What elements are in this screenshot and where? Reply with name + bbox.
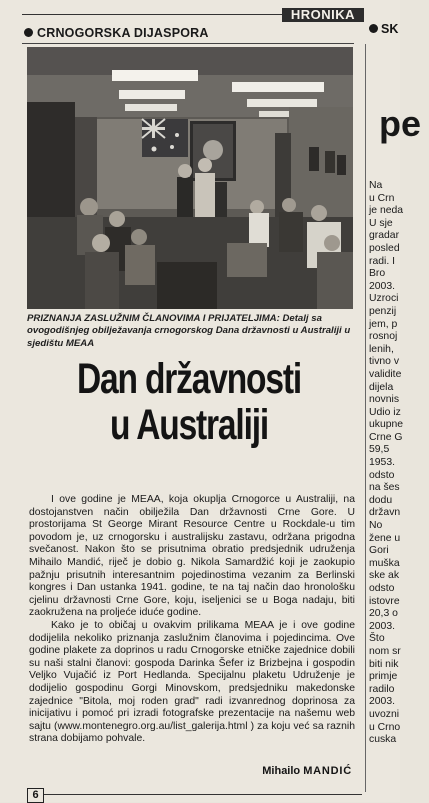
title-line-2: u Australiji [109, 401, 269, 449]
adjacent-line: nom sr [369, 645, 401, 657]
adjacent-line: Bro [369, 268, 386, 280]
header-rule [22, 14, 282, 15]
paragraph-2: Kako je to običaj u ovakvim prilikama MEAA je i ove godine dodijelila nekoliko priznanja zaslužnim članovima i pojedincima. Ove godine plakete za doprinos u radu Crnogorske etničke zajednice dobili su naši stalni članovi: gospoda Darinka Šefer iz Brizbejna i gospodin Veljko Vujačić iz Port Hedlanda. Specijalnu plaketu Udruženje je dodijelio gospodinu Gorgi Minovskom, predsjedniku makedonske zajednice "Bitola, moj roden grad" radi izvanrednog doprinosa za inicijativu i pomoć pri izradi fotografske prezentacije na našemu web sajtu (www.montenegro.org.au/list_galerija.html ) za koju već sa raznih strana dobijamo pohvale. [29, 619, 355, 745]
bullet-icon [24, 28, 33, 37]
adjacent-line: državn [369, 507, 401, 519]
adjacent-line: dijela [369, 381, 394, 393]
adjacent-line: 59,5 [369, 444, 390, 456]
adjacent-line: rosnoj [369, 331, 398, 343]
adjacent-line: 20,3 o [369, 608, 398, 620]
article-title [24, 356, 354, 448]
adjacent-line: 1953. [369, 457, 396, 469]
adjacent-line: gradar [369, 230, 400, 242]
adjacent-line: Gori [369, 545, 389, 557]
author-byline [262, 765, 352, 777]
adjacent-line: primje [369, 671, 398, 683]
event-photo [27, 47, 353, 309]
adjacent-line: odsto [369, 469, 395, 481]
adjacent-line: 2003. [369, 620, 396, 632]
paragraph-1: I ove godine je MEAA, koja okuplja Crnogorce u Australiji, na dostojanstven način obilježila Dan državnosti Crne Gore. U prostorijama St George Mirant Resource Centre u Rockdale-u tim povodom je, uz crnogorsku i australijsku zastavu, održana prigodna svečanost. Nakon što se prisutnima obratio predsjednik udruženja Mihailo Mandić, riječ je dobio g. Nikola Samardžić koji je zaokupio pažnju prisutnih interesantnim pojedinostima vezanim za Berlinski kongres i Dan ustanka 1941. godine, te na taj način dao hronološku cjelinu državnosti Crne Gore, koju, iseljenici se u Boga nadaju, biti zaokružena na proljeće iduće godine. [29, 494, 355, 619]
adjacent-line: 2003. [369, 696, 396, 708]
adjacent-line: uvozni [369, 708, 400, 720]
adjacent-line: radilo [369, 683, 395, 695]
author-last-name: MANDIĆ [303, 765, 352, 777]
adjacent-line: No [369, 520, 383, 532]
adjacent-line: U sje [369, 217, 393, 229]
adjacent-line: ukupne [369, 419, 404, 431]
section-rule [22, 43, 354, 44]
title-line-1: Dan državnosti [76, 355, 302, 403]
bullet-icon [369, 24, 378, 33]
adjacent-line: Na [369, 180, 383, 191]
adjacent-line: u Crno [369, 721, 401, 733]
adjacent-line: Što [369, 633, 385, 645]
adjacent-line: odsto [369, 583, 395, 594]
adjacent-line: radi. I [369, 255, 395, 267]
author-first-name: Mihailo [262, 765, 301, 777]
adjacent-line: Uzroci [369, 293, 399, 305]
page-number: 6 [27, 788, 44, 803]
adjacent-line: jem, p [369, 318, 398, 330]
adjacent-line: muška [369, 557, 400, 569]
adjacent-line: ske ak [369, 570, 400, 582]
adjacent-line: 2003. [369, 280, 396, 292]
adjacent-title-fragment: pe [379, 103, 422, 144]
section-name: CRNOGORSKA DIJASPORA [37, 26, 209, 40]
article-body [29, 494, 355, 746]
adjacent-line: u Crn [369, 192, 395, 204]
adjacent-line: dodu [369, 494, 393, 506]
adjacent-line: lenih, [369, 343, 394, 355]
adjacent-line: validite [369, 368, 402, 380]
adjacent-line: biti nik [369, 658, 399, 670]
section-label [24, 26, 209, 40]
adjacent-line: je neda [369, 205, 404, 217]
adjacent-line: cuska [369, 734, 397, 746]
adjacent-line: Udio iz [369, 406, 401, 418]
rubric-label: HRONIKA [282, 8, 364, 22]
adjacent-line: istovre [369, 595, 400, 607]
adjacent-article-clipped [369, 0, 422, 802]
adjacent-line: penzij [369, 305, 397, 317]
photo-caption: PRIZNANJA ZASLUŽNIM ČLANOVIMA I PRIJATELJIMA: Detalj sa ovogodišnjeg obilježavanja crnogorskog Dana državnosti u Australiji u sjedištu MEAA [27, 313, 351, 349]
adjacent-line: žene u [369, 532, 401, 544]
adjacent-section-label: SK [369, 22, 398, 36]
adjacent-line: posled [369, 242, 400, 254]
adjacent-line: novnis [369, 394, 400, 406]
adjacent-text-lines [369, 180, 429, 747]
footer-rule [44, 794, 362, 795]
adjacent-line: tivno v [369, 356, 400, 368]
adjacent-line: na šes [369, 482, 400, 494]
column-divider [365, 44, 366, 792]
adjacent-line: Crne G [369, 431, 403, 443]
